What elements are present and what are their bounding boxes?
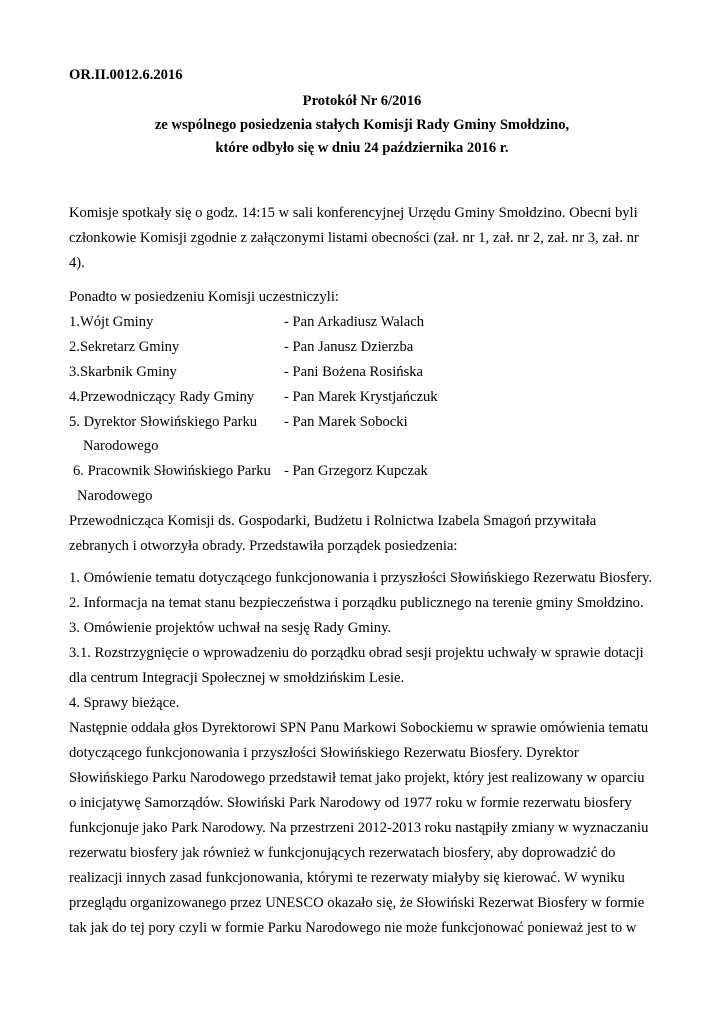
title-line: Protokół Nr 6/2016 bbox=[302, 93, 422, 109]
body-line: tak jak do tej pory czyli w formie Parku Narodowego nie może funkcjonować ponieważ jest to w bbox=[69, 920, 637, 936]
participant-role: 4.Przewodniczący Rady Gminy bbox=[69, 389, 255, 405]
body-line: Słowińskiego Parku Narodowego przedstawił temat jako projekt, który jest realizowany w oparciu bbox=[69, 770, 645, 786]
participant-role: 3.Skarbnik Gminy bbox=[69, 364, 177, 380]
participants-heading: Ponadto w posiedzeniu Komisji uczestniczyli: bbox=[69, 289, 339, 305]
participant-name: - Pan Marek Sobocki bbox=[284, 414, 408, 430]
opening-line: Przewodnicząca Komisji ds. Gospodarki, Budżetu i Rolnictwa Izabela Smagoń przywitała bbox=[69, 513, 597, 529]
body-line: funkcjonuje jako Park Narodowy. Na przestrzeni 2012-2013 roku nastąpiły zmiany w wyznaczaniu bbox=[69, 820, 649, 836]
participant-name: - Pan Marek Krystjańczuk bbox=[284, 389, 438, 405]
participant-row bbox=[69, 410, 655, 435]
body-line: przeglądu organizowanego przez UNESCO okazało się, że Słowiński Rezerwat Biosfery w formie bbox=[69, 895, 645, 911]
body-line: o inicjatywę Samorządów. Słowiński Park Narodowy od 1977 roku w formie rezerwatu biosfery bbox=[69, 795, 632, 811]
intro-line: członkowie Komisji zgodnie z załączonymi listami obecności (zał. nr 1, zał. nr 2, zał. nr 3, zał. nr bbox=[69, 230, 639, 246]
agenda-item: 2. Informacja na temat stanu bezpieczeństwa i porządku publicznego na terenie gminy Smołdzino. bbox=[69, 595, 644, 611]
participant-role: 1.Wójt Gminy bbox=[69, 314, 154, 330]
participant-row bbox=[69, 335, 655, 360]
participant-role-continuation: Narodowego bbox=[77, 488, 153, 504]
agenda-subitem: 3.1. Rozstrzygnięcie o wprowadzeniu do porządku obrad sesji projektu uchwały w sprawie dotacji bbox=[69, 645, 644, 661]
body-line: dotyczącego funkcjonowania i przyszłości Słowińskiego Rezerwatu Biosfery. Dyrektor bbox=[69, 745, 579, 761]
document-reference: OR.II.0012.6.2016 bbox=[69, 67, 183, 83]
participant-role-continuation: Narodowego bbox=[83, 438, 159, 454]
agenda-item: 4. Sprawy bieżące. bbox=[69, 695, 180, 711]
participant-role: 6. Pracownik Słowińskiego Parku bbox=[73, 463, 271, 479]
participant-name: - Pan Arkadiusz Walach bbox=[284, 314, 424, 330]
participant-name: - Pan Janusz Dzierzba bbox=[284, 339, 414, 355]
agenda-item: 1. Omówienie tematu dotyczącego funkcjonowania i przyszłości Słowińskiego Rezerwatu Biosfery. bbox=[69, 570, 653, 586]
title-line: ze wspólnego posiedzenia stałych Komisji Rady Gminy Smołdzino, bbox=[154, 116, 570, 133]
document-title bbox=[69, 90, 655, 161]
body-line: rezerwatu biosfery jak również w funkcjonujących rezerwatach biosfery, aby doprowadzić do bbox=[69, 845, 616, 861]
participant-row-continuation bbox=[69, 434, 655, 459]
participant-row bbox=[69, 360, 655, 385]
participant-row-continuation bbox=[69, 484, 655, 509]
participant-row bbox=[69, 385, 655, 410]
body-line: realizacji innych zasad funkcjonowania, którymi te rezerwaty miałyby się kierować. W wyniku bbox=[69, 870, 625, 886]
title-line: które odbyło się w dniu 24 października 2016 r. bbox=[215, 140, 509, 156]
participant-role: 2.Sekretarz Gminy bbox=[69, 339, 180, 355]
body-line: Następnie oddała głos Dyrektorowi SPN Panu Markowi Sobockiemu w sprawie omówienia tematu bbox=[69, 720, 649, 736]
participant-row bbox=[69, 310, 655, 335]
participant-role: 5. Dyrektor Słowińskiego Parku bbox=[69, 414, 258, 430]
intro-line: Komisje spotkały się o godz. 14:15 w sali konferencyjnej Urzędu Gminy Smołdzino. Obecni byli bbox=[69, 205, 638, 221]
participant-name: - Pani Bożena Rosińska bbox=[284, 364, 424, 380]
intro-line: 4). bbox=[69, 255, 85, 271]
agenda-item: 3. Omówienie projektów uchwał na sesję Rady Gminy. bbox=[69, 620, 392, 636]
participant-name: - Pan Grzegorz Kupczak bbox=[284, 463, 428, 479]
opening-line: zebranych i otworzyła obrady. Przedstawiła porządek posiedzenia: bbox=[69, 538, 458, 554]
agenda-subitem: dla centrum Integracji Społecznej w smołdzińskim Lesie. bbox=[69, 670, 405, 686]
participant-row bbox=[69, 459, 655, 484]
